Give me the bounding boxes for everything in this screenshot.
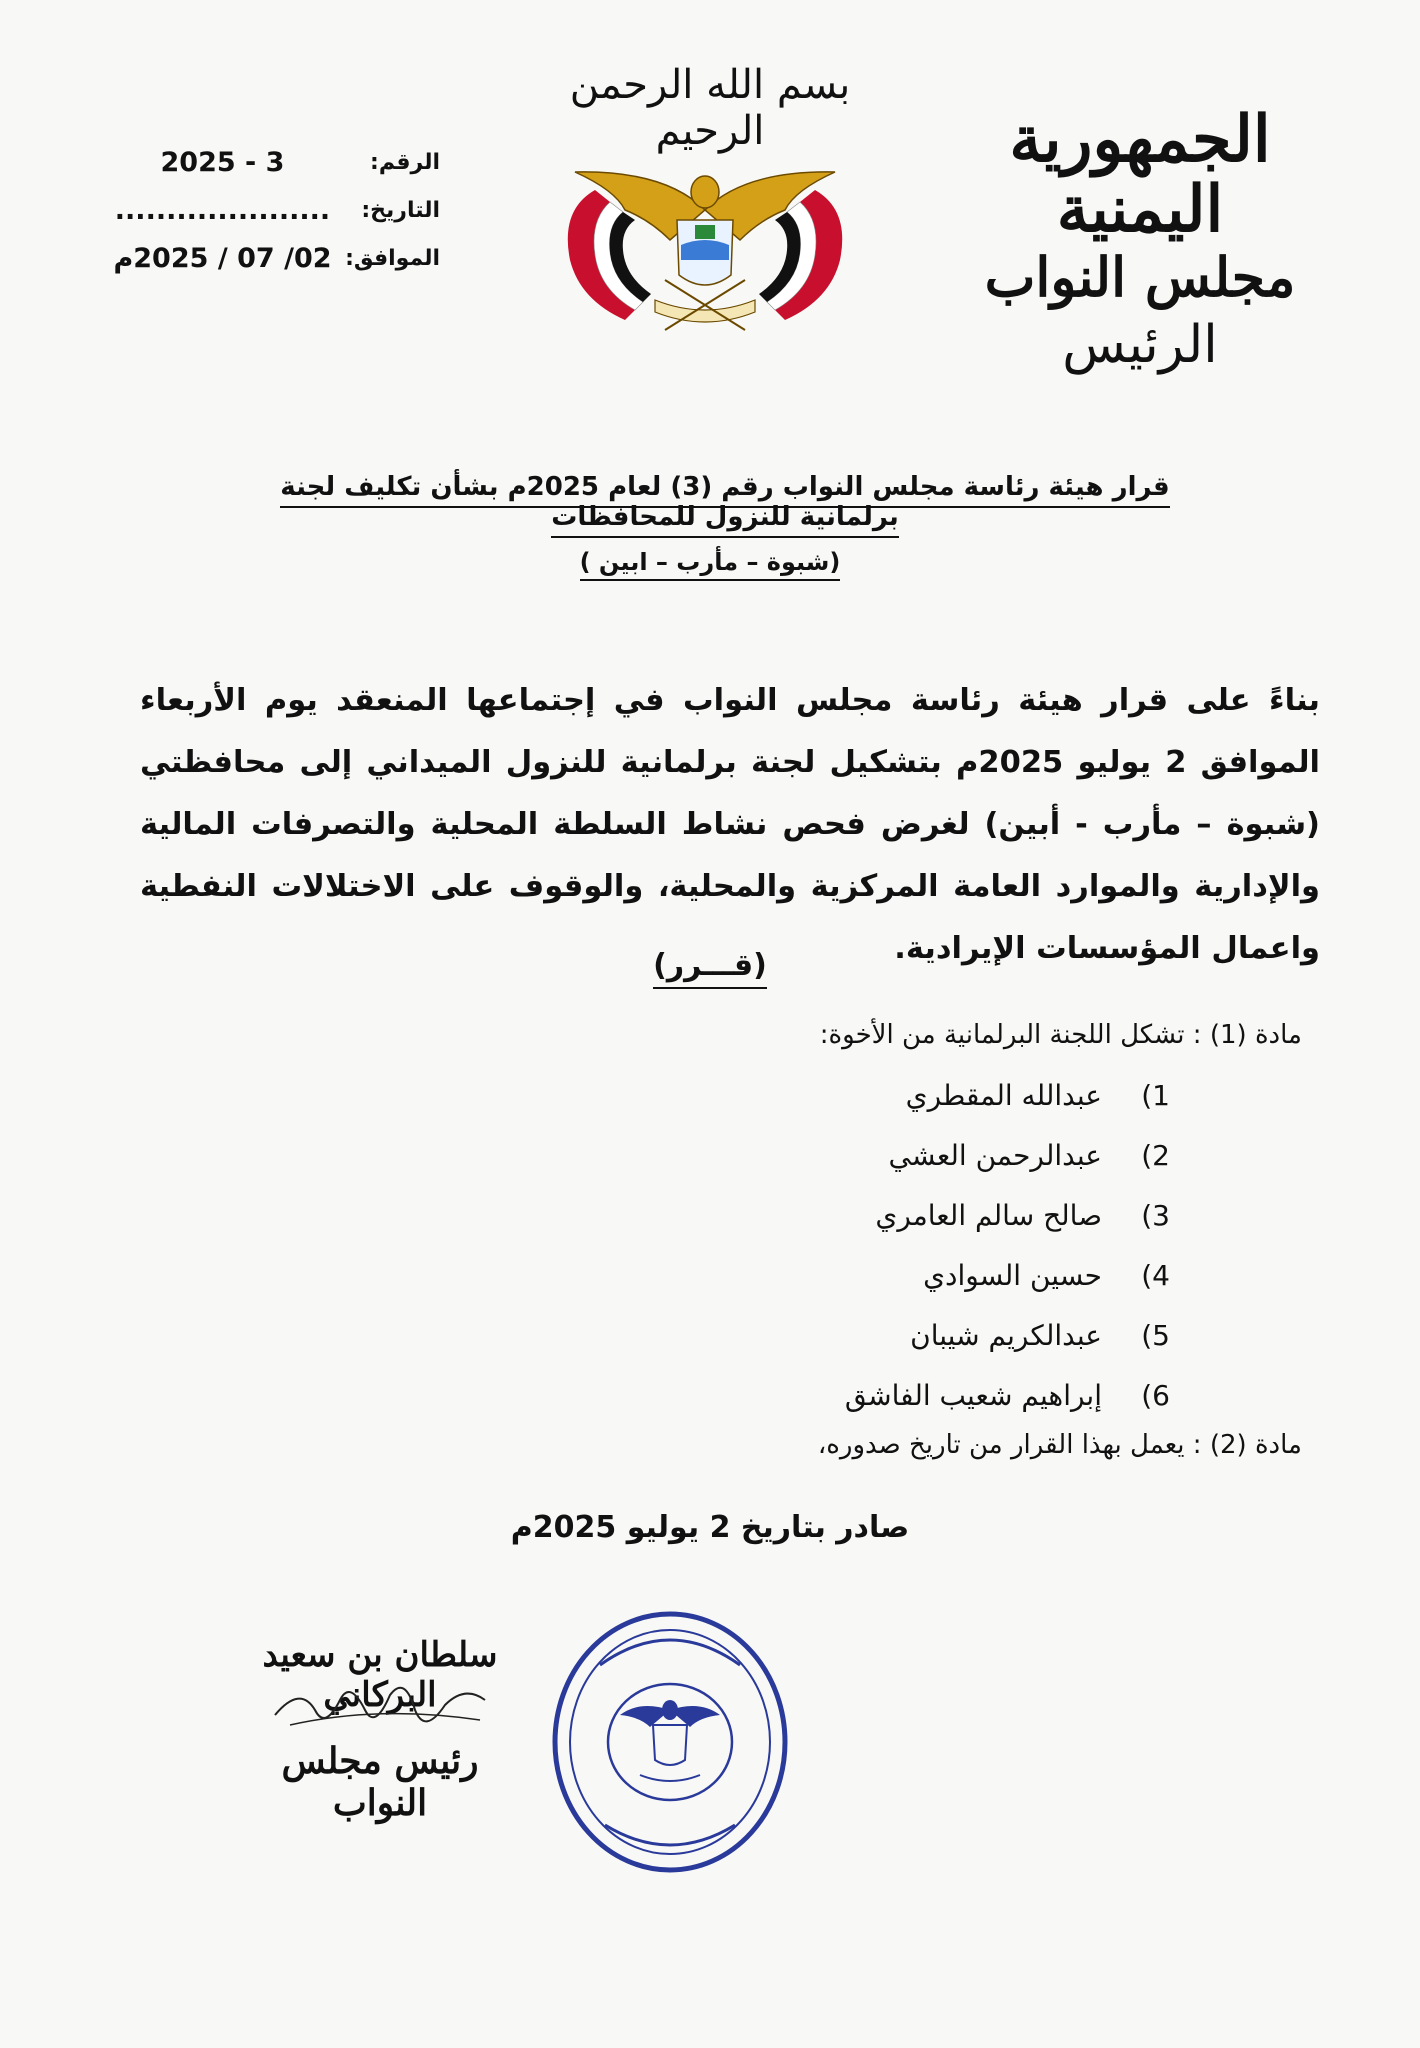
reference-date-value: ..................... [114, 194, 331, 226]
decree-subtitle [560, 548, 860, 576]
article-2: مادة (2) : يعمل بهذا القرار من تاريخ صدوره، [817, 1430, 1302, 1460]
member-number: 1) [1141, 1078, 1170, 1112]
reference-block [100, 138, 440, 282]
list-item [470, 1065, 1170, 1125]
member-name: إبراهيم شعيب الفاشق [844, 1378, 1102, 1412]
member-number: 3) [1141, 1198, 1170, 1232]
member-number: 4) [1141, 1258, 1170, 1292]
member-name: حسين السوادي [923, 1258, 1102, 1292]
member-number: 5) [1141, 1318, 1170, 1352]
member-name: عبدالله المقطري [905, 1078, 1102, 1112]
decided-heading-text: (قـــرر) [653, 948, 767, 989]
decided-heading [560, 948, 860, 983]
article-1: مادة (1) : تشكل اللجنة البرلمانية من الأخوة: [819, 1020, 1302, 1050]
member-name: صالح سالم العامري [875, 1198, 1102, 1232]
council-name: مجلس النواب [984, 244, 1296, 309]
yemen-eagle-emblem-icon [555, 150, 855, 340]
country-name: الجمهورية اليمنية [1009, 102, 1271, 248]
reference-date-label: التاريخ: [361, 197, 440, 223]
reference-date-row [100, 186, 440, 234]
reference-corresponding-label: الموافق: [345, 245, 440, 271]
reference-number-label: الرقم: [370, 149, 440, 175]
reference-number-value: 2025 - 3 [160, 146, 285, 178]
reference-corresponding-value: 02/ 07 / 2025م [113, 242, 332, 274]
decree-title [230, 472, 1220, 532]
list-item [470, 1185, 1170, 1245]
member-name: عبدالكريم شيبان [910, 1318, 1102, 1352]
signatory-name: سلطان بن سعيد البركاني [262, 1635, 498, 1715]
member-number: 6) [1141, 1378, 1170, 1412]
handwritten-signature-icon [270, 1665, 490, 1745]
list-item [470, 1125, 1170, 1185]
chairman-office: الرئيس [1062, 314, 1218, 375]
signatory-title: رئيس مجلس النواب [281, 1740, 479, 1824]
basmala: بسم الله الرحمن الرحيم [569, 62, 851, 154]
decree-title-text: قرار هيئة رئاسة مجلس النواب رقم (3) لعام 2025م بشأن تكليف لجنة برلمانية للنزول للمحافظات [280, 472, 1169, 538]
issued-date: صادر بتاريخ 2 يوليو 2025م [510, 1510, 910, 1545]
list-item [470, 1245, 1170, 1305]
issuer-header [930, 102, 1350, 376]
list-item [470, 1305, 1170, 1365]
members-list [470, 1065, 1170, 1425]
preamble-paragraph: بناءً على قرار هيئة رئاسة مجلس النواب في إجتماعها المنعقد يوم الأربعاء الموافق 2 يوليو 2025م بتشكيل لجنة برلمانية للنزول الميداني إلى محافظتي (شبوة – مأرب - أبين) لغرض فحص نشاط السلطة المحلية والتصرفات المالية والإدارية والموارد العامة المركزية والمحلية، والوقوف على الاختلالات النفطية واعمال المؤسسات الإيرادية. [140, 683, 1320, 966]
member-name: عبدالرحمن العشي [888, 1138, 1102, 1172]
list-item [470, 1365, 1170, 1425]
official-stamp-icon [545, 1605, 795, 1880]
decree-subtitle-text: (شبوة – مأرب – ابين ) [580, 548, 841, 581]
member-number: 2) [1141, 1138, 1170, 1172]
reference-number-row [100, 138, 440, 186]
reference-corresponding-row [100, 234, 440, 282]
